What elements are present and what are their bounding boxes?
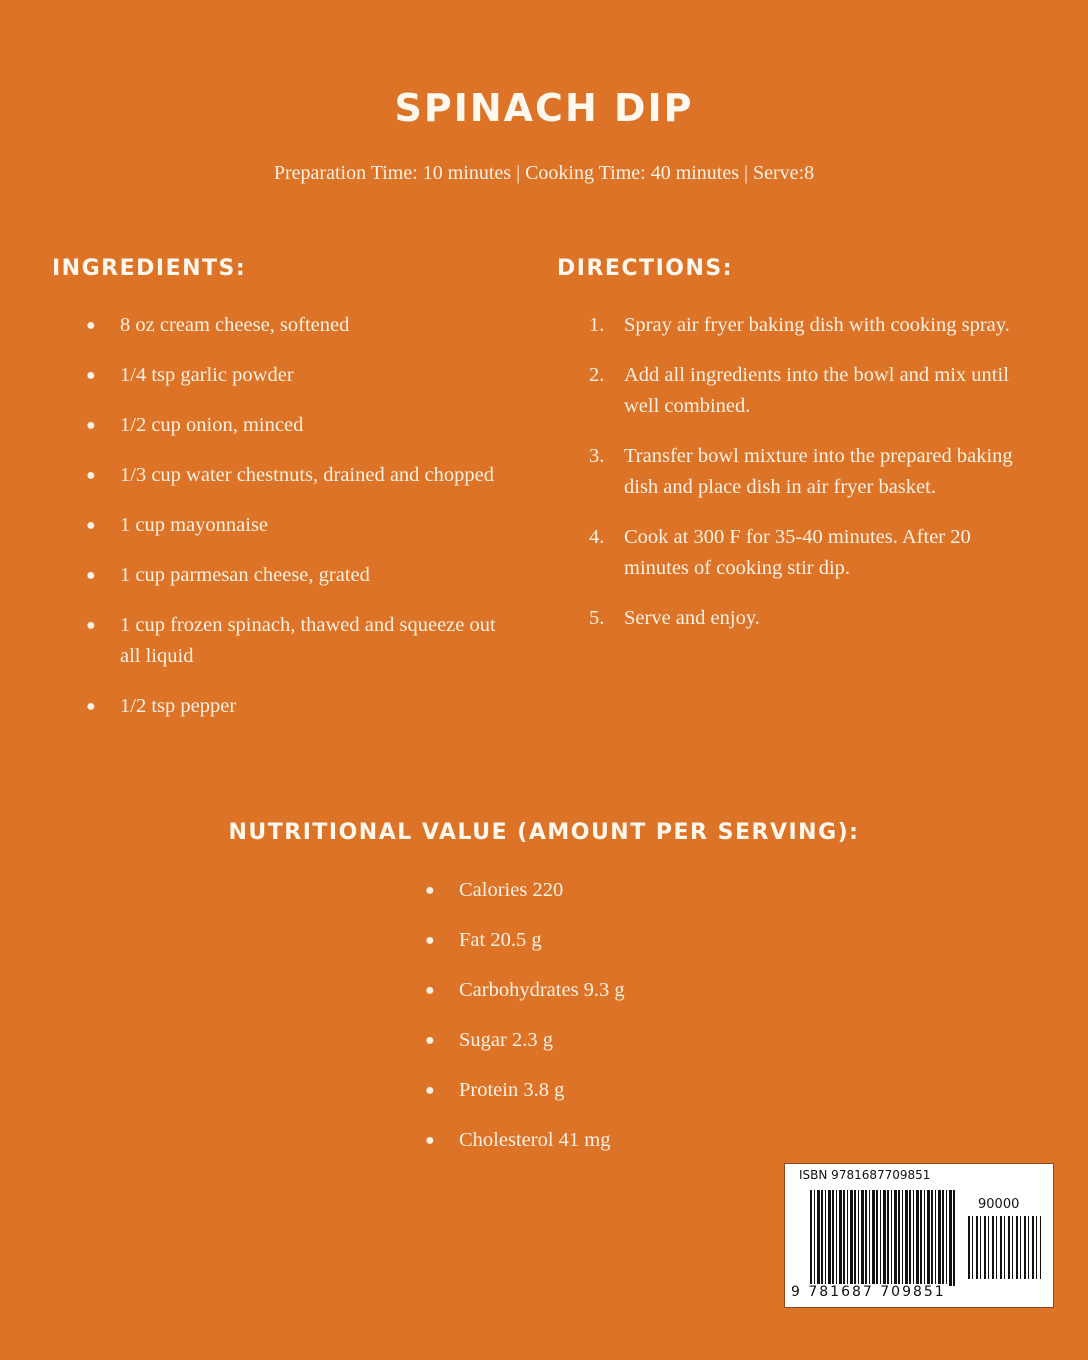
barcode-bars xyxy=(810,1190,955,1286)
ingredients-list xyxy=(86,310,506,741)
list-item: 5. Serve and enjoy. xyxy=(589,607,760,629)
list-item: ● 1 cup frozen spinach, thawed and squeeze out all liquid xyxy=(86,610,506,672)
bullet-icon: ● xyxy=(425,1132,435,1149)
bullet-icon: ● xyxy=(86,417,96,434)
isbn-barcode xyxy=(784,1163,1054,1308)
isbn-label: ISBN 9781687709851 xyxy=(799,1168,931,1182)
list-item: 2. Add all ingredients into the bowl and mix until well combined. xyxy=(589,364,1009,417)
list-item: 4. Cook at 300 F for 35-40 minutes. After 20 minutes of cooking stir dip. xyxy=(589,526,971,579)
bullet-icon: ● xyxy=(86,567,96,584)
directions-heading: DIRECTIONS: xyxy=(557,256,734,281)
bullet-icon: ● xyxy=(86,517,96,534)
barcode-addon-bars xyxy=(968,1216,1041,1279)
list-item: ● Calories 220 xyxy=(425,875,825,906)
list-item: ● Carbohydrates 9.3 g xyxy=(425,975,825,1006)
bullet-icon: ● xyxy=(425,982,435,999)
barcode-addon: 90000 xyxy=(978,1197,1020,1212)
list-item: ● 1/2 tsp pepper xyxy=(86,691,506,722)
nutrition-list xyxy=(425,875,825,1175)
nutrition-heading: NUTRITIONAL VALUE (AMOUNT PER SERVING): xyxy=(228,820,860,845)
bullet-icon: ● xyxy=(425,882,435,899)
bullet-icon: ● xyxy=(425,1082,435,1099)
list-item: ● 1 cup mayonnaise xyxy=(86,510,506,541)
recipe-meta: Preparation Time: 10 minutes | Cooking Time: 40 minutes | Serve:8 xyxy=(273,162,815,184)
barcode-digits: 9 781687 709851 xyxy=(791,1284,946,1300)
bullet-icon: ● xyxy=(425,1032,435,1049)
directions-list xyxy=(590,310,1020,653)
bullet-icon: ● xyxy=(425,932,435,949)
list-item: ● 1/2 cup onion, minced xyxy=(86,410,506,441)
list-item: ● 8 oz cream cheese, softened xyxy=(86,310,506,341)
list-item: 3. Transfer bowl mixture into the prepared baking dish and place dish in air fryer basket. xyxy=(589,445,1013,498)
list-item: ● 1/4 tsp garlic powder xyxy=(86,360,506,391)
bullet-icon: ● xyxy=(86,367,96,384)
list-item: ● Sugar 2.3 g xyxy=(425,1025,825,1056)
list-item: 1. Spray air fryer baking dish with cooking spray. xyxy=(589,314,1010,336)
bullet-icon: ● xyxy=(86,698,96,715)
list-item: ● Cholesterol 41 mg xyxy=(425,1125,825,1156)
list-item: ● Fat 20.5 g xyxy=(425,925,825,956)
recipe-title: SPINACH DIP xyxy=(394,86,694,130)
bullet-icon: ● xyxy=(86,467,96,484)
list-item: ● 1/3 cup water chestnuts, drained and chopped xyxy=(86,460,506,491)
bullet-icon: ● xyxy=(86,617,96,634)
ingredients-heading: INGREDIENTS: xyxy=(52,256,247,281)
list-item: ● Protein 3.8 g xyxy=(425,1075,825,1106)
list-item: ● 1 cup parmesan cheese, grated xyxy=(86,560,506,591)
bullet-icon: ● xyxy=(86,317,96,334)
